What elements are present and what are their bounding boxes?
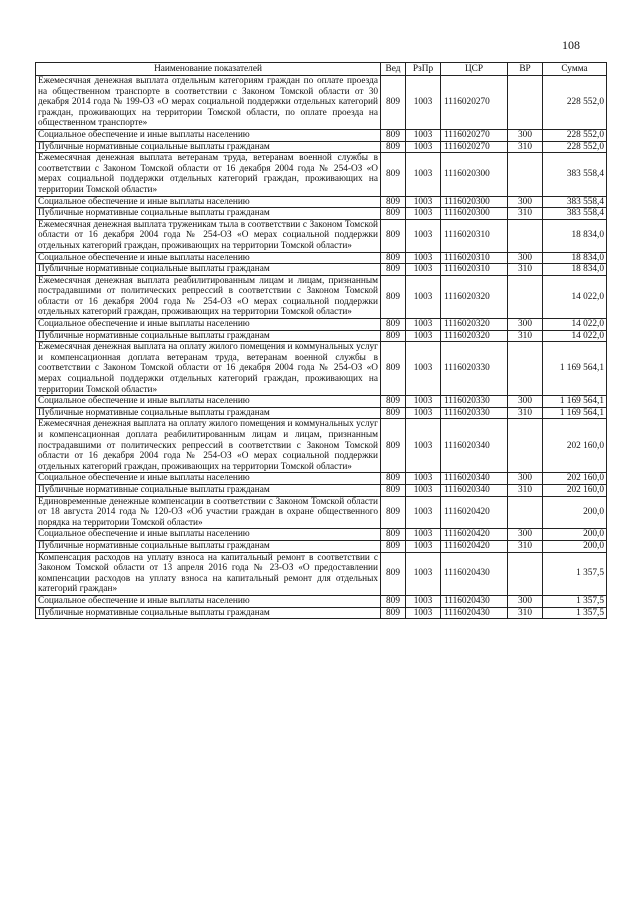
- cell-vr: 310: [508, 407, 543, 419]
- budget-table: [35, 62, 607, 619]
- cell-vr: 300: [508, 595, 543, 607]
- cell-ved: 809: [381, 208, 406, 220]
- cell-sum: 383 558,4: [543, 153, 607, 196]
- table-row: [36, 264, 607, 276]
- cell-sum: 1 357,5: [543, 607, 607, 619]
- cell-rzpr: 1003: [406, 252, 441, 264]
- cell-rzpr: 1003: [406, 607, 441, 619]
- table-row: [36, 552, 607, 595]
- cell-sum: 228 552,0: [543, 76, 607, 130]
- cell-ved: 809: [381, 484, 406, 496]
- cell-csr: 1116020310: [441, 252, 508, 264]
- cell-sum: 200,0: [543, 540, 607, 552]
- cell-ved: 809: [381, 275, 406, 318]
- cell-vr: [508, 219, 543, 252]
- cell-csr: 1116020270: [441, 141, 508, 153]
- cell-name: Публичные нормативные социальные выплаты гражданам: [36, 330, 381, 342]
- cell-rzpr: 1003: [406, 153, 441, 196]
- cell-name: Социальное обеспечение и иные выплаты населению: [36, 473, 381, 485]
- cell-rzpr: 1003: [406, 419, 441, 473]
- cell-name: Публичные нормативные социальные выплаты гражданам: [36, 484, 381, 496]
- table-row: [36, 219, 607, 252]
- cell-ved: 809: [381, 76, 406, 130]
- col-header-sum: Сумма: [543, 63, 607, 76]
- cell-name: Публичные нормативные социальные выплаты гражданам: [36, 607, 381, 619]
- cell-name: Социальное обеспечение и иные выплаты населению: [36, 129, 381, 141]
- cell-csr: 1116020320: [441, 319, 508, 331]
- table-row: [36, 496, 607, 529]
- cell-csr: 1116020340: [441, 473, 508, 485]
- cell-sum: 200,0: [543, 496, 607, 529]
- cell-sum: 383 558,4: [543, 196, 607, 208]
- cell-name: Публичные нормативные социальные выплаты гражданам: [36, 141, 381, 153]
- cell-name: Социальное обеспечение и иные выплаты населению: [36, 252, 381, 264]
- cell-ved: 809: [381, 330, 406, 342]
- cell-ved: 809: [381, 342, 406, 396]
- cell-vr: 300: [508, 319, 543, 331]
- cell-sum: 18 834,0: [543, 219, 607, 252]
- cell-csr: 1116020430: [441, 595, 508, 607]
- cell-rzpr: 1003: [406, 141, 441, 153]
- cell-name: Ежемесячная денежная выплата труженикам тыла в соответствии с Законом Томской области от 16 декабря 2004 года № 254-ОЗ «О мерах социальной поддержки отдельных категорий граждан, проживающих на территории Томской области»: [36, 219, 381, 252]
- table-row: [36, 595, 607, 607]
- cell-name: Публичные нормативные социальные выплаты гражданам: [36, 540, 381, 552]
- cell-sum: 14 022,0: [543, 330, 607, 342]
- col-header-rzpr: РзПр: [406, 63, 441, 76]
- cell-name: Социальное обеспечение и иные выплаты населению: [36, 396, 381, 408]
- cell-sum: 202 160,0: [543, 419, 607, 473]
- table-row: [36, 342, 607, 396]
- cell-sum: 202 160,0: [543, 473, 607, 485]
- cell-name: Публичные нормативные социальные выплаты гражданам: [36, 264, 381, 276]
- cell-csr: 1116020420: [441, 540, 508, 552]
- cell-rzpr: 1003: [406, 196, 441, 208]
- cell-rzpr: 1003: [406, 342, 441, 396]
- cell-sum: 1 169 564,1: [543, 342, 607, 396]
- cell-sum: 14 022,0: [543, 319, 607, 331]
- cell-name: Компенсация расходов на уплату взноса на капитальный ремонт в соответствии с Законом Томской области от 13 апреля 2016 года № 23-ОЗ «О предоставлении компенсации расходов на уплату взноса на капитальный ремонт для отдельных категорий граждан»: [36, 552, 381, 595]
- cell-ved: 809: [381, 595, 406, 607]
- cell-name: Ежемесячная денежная выплата на оплату жилого помещения и коммунальных услуг и компенсационная доплата реабилитированным лицам и лицам, признанным пострадавшими от политических репрессий в соответствии с Законом Томской области от 16 декабря 2004 года № 254-ОЗ «О мерах социальной поддержки отдельных категорий граждан, проживающих на территории Томской области»: [36, 419, 381, 473]
- cell-name: Публичные нормативные социальные выплаты гражданам: [36, 407, 381, 419]
- table-row: [36, 407, 607, 419]
- cell-ved: 809: [381, 552, 406, 595]
- cell-rzpr: 1003: [406, 330, 441, 342]
- cell-ved: 809: [381, 419, 406, 473]
- table-row: [36, 396, 607, 408]
- cell-csr: 1116020330: [441, 396, 508, 408]
- cell-ved: 809: [381, 529, 406, 541]
- cell-vr: 300: [508, 129, 543, 141]
- table-row: [36, 319, 607, 331]
- cell-sum: 1 357,5: [543, 552, 607, 595]
- cell-vr: 310: [508, 330, 543, 342]
- cell-vr: 300: [508, 196, 543, 208]
- cell-vr: 310: [508, 607, 543, 619]
- cell-csr: 1116020330: [441, 407, 508, 419]
- table-row: [36, 330, 607, 342]
- cell-ved: 809: [381, 396, 406, 408]
- cell-csr: 1116020430: [441, 552, 508, 595]
- cell-sum: 18 834,0: [543, 252, 607, 264]
- page-number: 108: [562, 38, 580, 52]
- cell-ved: 809: [381, 540, 406, 552]
- table-row: [36, 141, 607, 153]
- cell-rzpr: 1003: [406, 208, 441, 220]
- cell-vr: [508, 275, 543, 318]
- cell-csr: 1116020420: [441, 496, 508, 529]
- cell-csr: 1116020330: [441, 342, 508, 396]
- cell-sum: 18 834,0: [543, 264, 607, 276]
- table-row: [36, 76, 607, 130]
- cell-name: Ежемесячная денежная выплата ветеранам труда, ветеранам военной службы в соответствии с Законом Томской области от 16 декабря 2004 года № 254-ОЗ «О мерах социальной поддержки отдельных категорий граждан, проживающих на территории Томской области»: [36, 153, 381, 196]
- cell-sum: 202 160,0: [543, 484, 607, 496]
- cell-vr: [508, 419, 543, 473]
- cell-csr: 1116020430: [441, 607, 508, 619]
- cell-csr: 1116020340: [441, 419, 508, 473]
- cell-csr: 1116020300: [441, 208, 508, 220]
- cell-vr: 300: [508, 396, 543, 408]
- table-row: [36, 208, 607, 220]
- cell-sum: 1 357,5: [543, 595, 607, 607]
- cell-name: Социальное обеспечение и иные выплаты населению: [36, 319, 381, 331]
- cell-csr: 1116020320: [441, 275, 508, 318]
- cell-name: Публичные нормативные социальные выплаты гражданам: [36, 208, 381, 220]
- cell-csr: 1116020320: [441, 330, 508, 342]
- table-row: [36, 484, 607, 496]
- cell-ved: 809: [381, 129, 406, 141]
- cell-sum: 1 169 564,1: [543, 407, 607, 419]
- cell-rzpr: 1003: [406, 76, 441, 130]
- cell-vr: 310: [508, 141, 543, 153]
- table-row: [36, 196, 607, 208]
- table-row: [36, 529, 607, 541]
- cell-ved: 809: [381, 141, 406, 153]
- cell-name: Единовременные денежные компенсации в соответствии с Законом Томской области от 18 августа 2014 года № 120-ОЗ «Об участии граждан в охране общественного порядка на территории Томской области»: [36, 496, 381, 529]
- cell-vr: [508, 76, 543, 130]
- cell-name: Ежемесячная денежная выплата реабилитированным лицам и лицам, признанным пострадавшими от политических репрессий в соответствии с Законом Томской области от 16 декабря 2004 года № 254-ОЗ «О мерах социальной поддержки отдельных категорий граждан, проживающих на территории Томской области»: [36, 275, 381, 318]
- cell-vr: 310: [508, 540, 543, 552]
- cell-csr: 1116020270: [441, 129, 508, 141]
- cell-vr: 300: [508, 473, 543, 485]
- cell-vr: [508, 552, 543, 595]
- cell-ved: 809: [381, 264, 406, 276]
- cell-vr: 300: [508, 252, 543, 264]
- cell-name: Ежемесячная денежная выплата на оплату жилого помещения и коммунальных услуг и компенсационная доплата ветеранам труда, ветеранам военной службы в соответствии с Законом Томской области от 16 декабря 2004 года № 254-ОЗ «О мерах социальной поддержки отдельных категорий граждан, проживающих на территории Томской области»: [36, 342, 381, 396]
- table-header-row: [36, 63, 607, 76]
- table-row: [36, 129, 607, 141]
- cell-vr: 310: [508, 264, 543, 276]
- cell-ved: 809: [381, 153, 406, 196]
- cell-ved: 809: [381, 607, 406, 619]
- cell-sum: 228 552,0: [543, 141, 607, 153]
- cell-rzpr: 1003: [406, 407, 441, 419]
- col-header-csr: ЦСР: [441, 63, 508, 76]
- table-row: [36, 419, 607, 473]
- cell-rzpr: 1003: [406, 319, 441, 331]
- cell-name: Социальное обеспечение и иные выплаты населению: [36, 529, 381, 541]
- cell-sum: 14 022,0: [543, 275, 607, 318]
- cell-csr: 1116020270: [441, 76, 508, 130]
- cell-ved: 809: [381, 196, 406, 208]
- cell-vr: 310: [508, 208, 543, 220]
- cell-csr: 1116020300: [441, 153, 508, 196]
- cell-ved: 809: [381, 319, 406, 331]
- cell-name: Ежемесячная денежная выплата отдельным категориям граждан по оплате проезда на общественном транспорте в соответствии с Законом Томской области от 30 декабря 2014 года № 199-ОЗ «О мерах социальной поддержки отдельных категорий граждан, проживающих на территории Томской области, по оплате проезда на общественном транспорте»: [36, 76, 381, 130]
- cell-vr: [508, 342, 543, 396]
- cell-rzpr: 1003: [406, 540, 441, 552]
- cell-ved: 809: [381, 407, 406, 419]
- cell-vr: [508, 153, 543, 196]
- cell-rzpr: 1003: [406, 484, 441, 496]
- cell-rzpr: 1003: [406, 496, 441, 529]
- cell-name: Социальное обеспечение и иные выплаты населению: [36, 595, 381, 607]
- table-body: [36, 76, 607, 619]
- cell-sum: 1 169 564,1: [543, 396, 607, 408]
- cell-csr: 1116020420: [441, 529, 508, 541]
- cell-csr: 1116020310: [441, 264, 508, 276]
- table-row: [36, 540, 607, 552]
- cell-rzpr: 1003: [406, 529, 441, 541]
- cell-rzpr: 1003: [406, 264, 441, 276]
- table-row: [36, 473, 607, 485]
- cell-rzpr: 1003: [406, 396, 441, 408]
- cell-sum: 228 552,0: [543, 129, 607, 141]
- cell-vr: [508, 496, 543, 529]
- cell-csr: 1116020300: [441, 196, 508, 208]
- cell-rzpr: 1003: [406, 129, 441, 141]
- col-header-ved: Вед: [381, 63, 406, 76]
- cell-name: Социальное обеспечение и иные выплаты населению: [36, 196, 381, 208]
- cell-rzpr: 1003: [406, 219, 441, 252]
- cell-rzpr: 1003: [406, 552, 441, 595]
- cell-rzpr: 1003: [406, 473, 441, 485]
- col-header-name: Наименование показателей: [36, 63, 381, 76]
- cell-sum: 200,0: [543, 529, 607, 541]
- cell-ved: 809: [381, 473, 406, 485]
- table-row: [36, 275, 607, 318]
- cell-vr: 300: [508, 529, 543, 541]
- table-row: [36, 252, 607, 264]
- cell-rzpr: 1003: [406, 595, 441, 607]
- col-header-vr: ВР: [508, 63, 543, 76]
- table-row: [36, 607, 607, 619]
- cell-ved: 809: [381, 252, 406, 264]
- cell-ved: 809: [381, 219, 406, 252]
- cell-vr: 310: [508, 484, 543, 496]
- cell-csr: 1116020340: [441, 484, 508, 496]
- cell-ved: 809: [381, 496, 406, 529]
- table-row: [36, 153, 607, 196]
- cell-rzpr: 1003: [406, 275, 441, 318]
- cell-sum: 383 558,4: [543, 208, 607, 220]
- cell-csr: 1116020310: [441, 219, 508, 252]
